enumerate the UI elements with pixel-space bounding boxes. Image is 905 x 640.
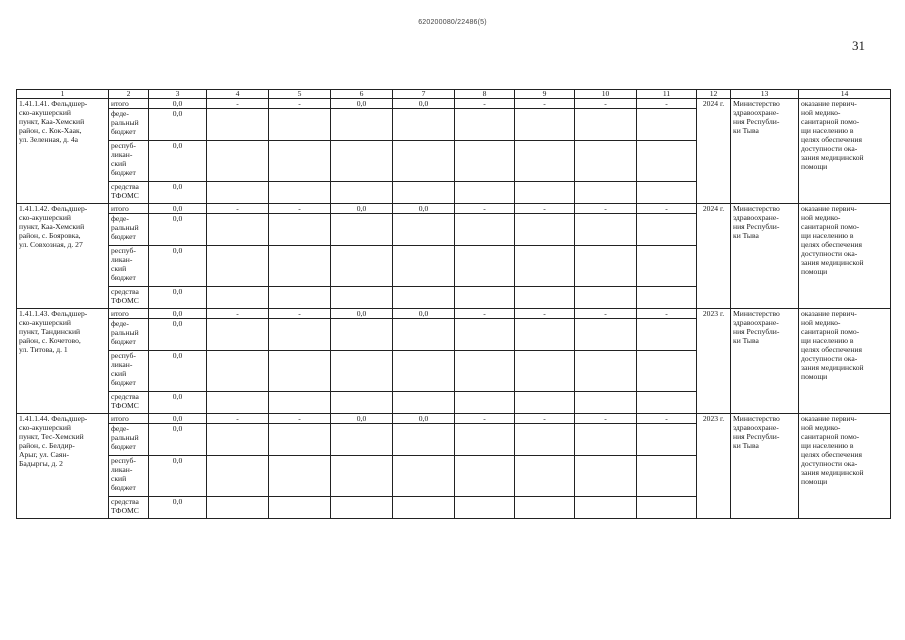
empty-cell (207, 287, 269, 309)
total-value: 0,0 (149, 309, 207, 319)
document-id: 620200080/22486(5) (418, 19, 487, 26)
empty-cell (515, 141, 575, 182)
empty-cell (269, 141, 331, 182)
funding-source-label: итого (109, 414, 149, 424)
dash-cell: - (575, 99, 637, 109)
column-header: 3 (149, 90, 207, 99)
dash-cell: - (269, 99, 331, 109)
empty-cell (207, 424, 269, 456)
empty-cell (637, 424, 697, 456)
empty-cell (269, 287, 331, 309)
funding-value: 0,0 (149, 214, 207, 246)
funding-source-label: феде- ральный бюджет (109, 424, 149, 456)
column-header: 10 (575, 90, 637, 99)
total-value: 0,0 (149, 99, 207, 109)
empty-cell (637, 497, 697, 519)
purpose-cell: оказание первич- ной медико- санитарной помо- щи населению в целях обеспечения доступности ока- зания медицинской помощи (799, 99, 891, 204)
funding-source-label: респуб- ликан- ский бюджет (109, 456, 149, 497)
empty-cell (515, 214, 575, 246)
value-cell: 0,0 (393, 414, 455, 424)
purpose-cell: оказание первич- ной медико- санитарной помо- щи населению в целях обеспечения доступности ока- зания медицинской помощи (799, 309, 891, 414)
funding-source-label: средства ТФОМС (109, 182, 149, 204)
dash-cell: - (575, 204, 637, 214)
empty-cell (455, 392, 515, 414)
empty-cell (637, 456, 697, 497)
empty-cell (637, 392, 697, 414)
funding-value: 0,0 (149, 497, 207, 519)
facility-name: 1.41.1.42. Фельдшер- ско-акушерский пункт, Каа-Хемский район, с. Бояровка, ул. Совхозная, д. 27 (17, 204, 109, 309)
dash-cell: - (269, 414, 331, 424)
dash-cell: - (637, 99, 697, 109)
funding-value: 0,0 (149, 424, 207, 456)
empty-cell (455, 456, 515, 497)
empty-cell (575, 392, 637, 414)
value-cell: 0,0 (393, 99, 455, 109)
empty-cell (393, 214, 455, 246)
column-header: 7 (393, 90, 455, 99)
funding-value: 0,0 (149, 392, 207, 414)
funding-source-label: средства ТФОМС (109, 287, 149, 309)
column-header: 4 (207, 90, 269, 99)
ministry-cell: Министерство здравоохране- ния Республи- ки Тыва (731, 204, 799, 309)
empty-cell (637, 351, 697, 392)
ministry-cell: Министерство здравоохране- ния Республи- ки Тыва (731, 414, 799, 519)
dash-cell: - (269, 309, 331, 319)
empty-cell (331, 497, 393, 519)
empty-cell (455, 351, 515, 392)
empty-cell (637, 319, 697, 351)
empty-cell (207, 319, 269, 351)
funding-source-label: средства ТФОМС (109, 497, 149, 519)
dash-cell: - (575, 309, 637, 319)
column-header: 5 (269, 90, 331, 99)
table-row (17, 99, 891, 109)
empty-cell (455, 424, 515, 456)
empty-cell (455, 141, 515, 182)
empty-cell (455, 287, 515, 309)
empty-cell (269, 351, 331, 392)
empty-cell (575, 246, 637, 287)
empty-cell (515, 424, 575, 456)
funding-source-label: итого (109, 204, 149, 214)
empty-cell (393, 182, 455, 204)
empty-cell (331, 351, 393, 392)
funding-value: 0,0 (149, 287, 207, 309)
dash-cell: - (207, 99, 269, 109)
facility-name: 1.41.1.44. Фельдшер- ско-акушерский пункт, Тес-Хемский район, с. Белдир- Арыг, ул. Саян- Бадыргы, д. 2 (17, 414, 109, 519)
empty-cell (455, 214, 515, 246)
empty-cell (575, 287, 637, 309)
funding-value: 0,0 (149, 141, 207, 182)
dash-cell: - (207, 414, 269, 424)
column-header: 6 (331, 90, 393, 99)
dash-cell: - (637, 309, 697, 319)
empty-cell (331, 141, 393, 182)
total-value: 0,0 (149, 414, 207, 424)
empty-cell (575, 109, 637, 141)
dash-cell: - (515, 99, 575, 109)
empty-cell (637, 141, 697, 182)
column-header: 9 (515, 90, 575, 99)
empty-cell (515, 392, 575, 414)
empty-cell (331, 392, 393, 414)
funding-value: 0,0 (149, 246, 207, 287)
ministry-cell: Министерство здравоохране- ния Республи- ки Тыва (731, 309, 799, 414)
column-header: 12 (697, 90, 731, 99)
funding-value: 0,0 (149, 182, 207, 204)
empty-cell (575, 141, 637, 182)
empty-cell (515, 456, 575, 497)
value-cell: 0,0 (393, 204, 455, 214)
empty-cell (207, 141, 269, 182)
empty-cell (393, 351, 455, 392)
funding-value: 0,0 (149, 456, 207, 497)
empty-cell (331, 319, 393, 351)
value-cell: 0,0 (331, 99, 393, 109)
dash-cell: - (455, 204, 515, 214)
empty-cell (455, 182, 515, 204)
dash-cell: - (455, 309, 515, 319)
funding-source-label: феде- ральный бюджет (109, 109, 149, 141)
funding-source-label: итого (109, 99, 149, 109)
empty-cell (269, 497, 331, 519)
empty-cell (515, 109, 575, 141)
empty-cell (207, 182, 269, 204)
empty-cell (393, 141, 455, 182)
empty-cell (393, 109, 455, 141)
empty-cell (515, 182, 575, 204)
column-header: 11 (637, 90, 697, 99)
empty-cell (637, 246, 697, 287)
empty-cell (515, 497, 575, 519)
empty-cell (207, 456, 269, 497)
empty-cell (269, 246, 331, 287)
table-row (17, 204, 891, 214)
dash-cell: - (515, 309, 575, 319)
value-cell: 0,0 (393, 309, 455, 319)
column-header: 13 (731, 90, 799, 99)
page-number: 31 (852, 38, 865, 53)
empty-cell (269, 109, 331, 141)
year-cell: 2023 г. (697, 414, 731, 519)
funding-source-label: итого (109, 309, 149, 319)
funding-source-label: респуб- ликан- ский бюджет (109, 141, 149, 182)
funding-source-label: феде- ральный бюджет (109, 319, 149, 351)
empty-cell (393, 392, 455, 414)
dash-cell: - (637, 414, 697, 424)
empty-cell (269, 182, 331, 204)
purpose-cell: оказание первич- ной медико- санитарной помо- щи населению в целях обеспечения доступности ока- зания медицинской помощи (799, 414, 891, 519)
empty-cell (207, 214, 269, 246)
ministry-cell: Министерство здравоохране- ния Республи- ки Тыва (731, 99, 799, 204)
empty-cell (207, 246, 269, 287)
empty-cell (637, 182, 697, 204)
empty-cell (331, 182, 393, 204)
empty-cell (393, 287, 455, 309)
empty-cell (575, 214, 637, 246)
empty-cell (575, 456, 637, 497)
dash-cell: - (455, 414, 515, 424)
empty-cell (637, 214, 697, 246)
empty-cell (269, 392, 331, 414)
empty-cell (575, 351, 637, 392)
facility-name: 1.41.1.43. Фельдшер- ско-акушерский пункт, Тандинский район, с. Кочетово, ул. Титова, д. 1 (17, 309, 109, 414)
dash-cell: - (207, 204, 269, 214)
empty-cell (269, 424, 331, 456)
dash-cell: - (207, 309, 269, 319)
empty-cell (575, 319, 637, 351)
funding-value: 0,0 (149, 319, 207, 351)
empty-cell (393, 456, 455, 497)
empty-cell (331, 456, 393, 497)
empty-cell (331, 214, 393, 246)
column-header: 2 (109, 90, 149, 99)
empty-cell (393, 424, 455, 456)
empty-cell (331, 246, 393, 287)
purpose-cell: оказание первич- ной медико- санитарной помо- щи населению в целях обеспечения доступности ока- зания медицинской помощи (799, 204, 891, 309)
empty-cell (269, 319, 331, 351)
empty-cell (393, 497, 455, 519)
empty-cell (455, 109, 515, 141)
column-header: 1 (17, 90, 109, 99)
empty-cell (575, 182, 637, 204)
value-cell: 0,0 (331, 309, 393, 319)
dash-cell: - (515, 204, 575, 214)
empty-cell (207, 351, 269, 392)
funding-source-label: респуб- ликан- ский бюджет (109, 246, 149, 287)
year-cell: 2023 г. (697, 309, 731, 414)
dash-cell: - (637, 204, 697, 214)
empty-cell (575, 424, 637, 456)
empty-cell (269, 456, 331, 497)
empty-cell (207, 392, 269, 414)
table-row (17, 414, 891, 424)
empty-cell (393, 319, 455, 351)
column-header-row (17, 90, 891, 99)
empty-cell (331, 424, 393, 456)
value-cell: 0,0 (331, 204, 393, 214)
empty-cell (637, 287, 697, 309)
funding-source-label: средства ТФОМС (109, 392, 149, 414)
dash-cell: - (269, 204, 331, 214)
empty-cell (331, 287, 393, 309)
empty-cell (207, 497, 269, 519)
column-header: 14 (799, 90, 891, 99)
empty-cell (455, 246, 515, 287)
funding-source-label: респуб- ликан- ский бюджет (109, 351, 149, 392)
year-cell: 2024 г. (697, 99, 731, 204)
empty-cell (455, 497, 515, 519)
facility-name: 1.41.1.41. Фельдшер- ско-акушерский пункт, Каа-Хемский район, с. Кок-Хаак, ул. Зеленная, д. 4а (17, 99, 109, 204)
empty-cell (515, 287, 575, 309)
empty-cell (515, 351, 575, 392)
empty-cell (515, 246, 575, 287)
funding-value: 0,0 (149, 109, 207, 141)
empty-cell (455, 319, 515, 351)
empty-cell (575, 497, 637, 519)
empty-cell (331, 109, 393, 141)
empty-cell (637, 109, 697, 141)
funding-value: 0,0 (149, 351, 207, 392)
empty-cell (393, 246, 455, 287)
empty-cell (269, 214, 331, 246)
program-table (16, 89, 891, 519)
year-cell: 2024 г. (697, 204, 731, 309)
value-cell: 0,0 (331, 414, 393, 424)
funding-source-label: феде- ральный бюджет (109, 214, 149, 246)
dash-cell: - (455, 99, 515, 109)
empty-cell (515, 319, 575, 351)
dash-cell: - (575, 414, 637, 424)
dash-cell: - (515, 414, 575, 424)
empty-cell (207, 109, 269, 141)
column-header: 8 (455, 90, 515, 99)
table-row (17, 309, 891, 319)
total-value: 0,0 (149, 204, 207, 214)
